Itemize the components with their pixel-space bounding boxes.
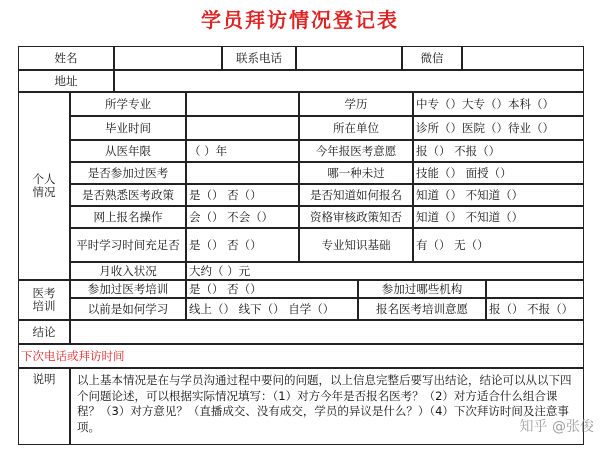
zhihu-watermark: 知乎 @张俊 <box>519 419 594 435</box>
income-options[interactable]: 大约（ ）元 <box>186 262 584 280</box>
review-policy-label: 资格审核政策知否 <box>299 206 413 228</box>
know-apply-options[interactable]: 知道（） 不知道（） <box>413 184 584 206</box>
attended-training-label: 参加过医考培训 <box>70 280 186 298</box>
education-label: 学历 <box>299 92 413 116</box>
knowledge-options[interactable]: 有（） 无（） <box>413 228 584 262</box>
which-type-label: 哪一种未过 <box>299 162 413 184</box>
form-title: 学员拜访情况登记表 <box>201 8 399 32</box>
grad-time-label: 毕业时间 <box>70 116 186 140</box>
online-apply-options[interactable]: 会（） 不会（） <box>186 206 299 228</box>
know-apply-label: 是否知道如何报名 <box>299 184 413 206</box>
education-options[interactable]: 中专（）大专（）本科（） <box>413 92 584 116</box>
notes-text: 以上基本情况是在与学员沟通过程中要问的问题，以上信息完整后要写出结论，结论可以从以下四个问题论述，可以根据实际情况填写：（1）对方今年是否报名医考？（2）对方适合什么组合课程？（3）对方意见？（直播成交、没有成交，学员的异议是什么？）（4）下次拜访时间及注意事项。 <box>70 368 584 445</box>
conclusion-value[interactable] <box>70 320 584 344</box>
years-value[interactable]: （ ）年 <box>186 140 299 162</box>
major-label: 所学专业 <box>70 92 186 116</box>
training-intent-label: 报名医考培训意愿 <box>358 298 486 320</box>
attended-training-options[interactable]: 是（） 否（） <box>186 280 358 298</box>
name-value[interactable] <box>114 46 222 70</box>
attended-exam-label: 是否参加过医考 <box>70 162 186 184</box>
next-visit-label[interactable]: 下次电话或拜访时间 <box>18 344 584 368</box>
which-org-value[interactable] <box>486 280 584 298</box>
address-label: 地址 <box>18 70 114 92</box>
apply-intent-label: 今年报医考意愿 <box>299 140 413 162</box>
name-label: 姓名 <box>18 46 114 70</box>
work-unit-options[interactable]: 诊所（）医院（）待业（） <box>413 116 584 140</box>
online-apply-label: 网上报名操作 <box>70 206 186 228</box>
wechat-label: 微信 <box>402 46 462 70</box>
study-time-label: 平时学习时间充足否 <box>70 228 186 262</box>
major-value[interactable] <box>186 92 299 116</box>
income-label: 月收入状况 <box>70 262 186 280</box>
attended-exam-value[interactable] <box>186 162 299 184</box>
phone-value[interactable] <box>296 46 402 70</box>
review-policy-options[interactable]: 知道（） 不知道（） <box>413 206 584 228</box>
policy-options[interactable]: 是（） 否（） <box>186 184 299 206</box>
training-label: 医考 培训 <box>18 280 70 320</box>
how-study-label: 以前是如何学习 <box>70 298 186 320</box>
conclusion-label: 结论 <box>18 320 70 344</box>
wechat-value[interactable] <box>462 46 584 70</box>
address-value[interactable] <box>114 70 584 92</box>
training-intent-options[interactable]: 报（） 不报（） <box>486 298 584 320</box>
knowledge-label: 专业知识基础 <box>299 228 413 262</box>
apply-intent-options[interactable]: 报（） 不报（） <box>413 140 584 162</box>
registration-form <box>18 46 584 445</box>
policy-label: 是否熟悉医考政策 <box>70 184 186 206</box>
work-unit-label: 所在单位 <box>299 116 413 140</box>
how-study-options[interactable]: 线上（） 线下（） 自学（） <box>186 298 358 320</box>
study-time-options[interactable]: 是（） 否（） <box>186 228 299 262</box>
grad-time-value[interactable] <box>186 116 299 140</box>
which-type-options[interactable]: 技能（） 面授（） <box>413 162 584 184</box>
which-org-label: 参加过哪些机构 <box>358 280 486 298</box>
personal-info-label: 个人 情况 <box>18 92 70 280</box>
notes-label: 说明 <box>18 368 70 445</box>
years-label: 从医年限 <box>70 140 186 162</box>
phone-label: 联系电话 <box>222 46 296 70</box>
